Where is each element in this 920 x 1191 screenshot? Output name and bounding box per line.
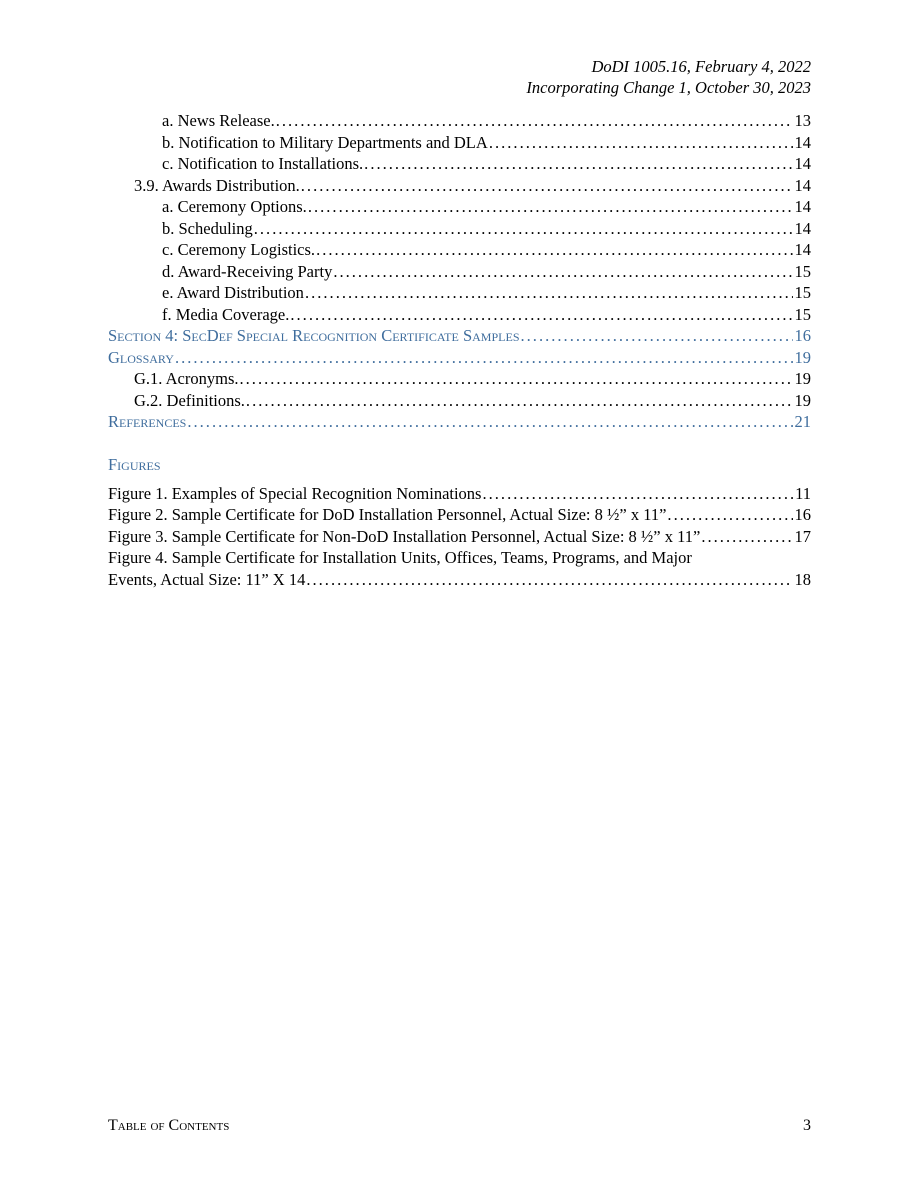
- toc-entry[interactable]: [108, 304, 811, 326]
- dot-leader: [701, 526, 792, 548]
- toc-entry[interactable]: [108, 110, 811, 132]
- figure-entry-label-line2: Events, Actual Size: 11” X 14: [108, 569, 306, 589]
- toc-entry[interactable]: [108, 153, 811, 175]
- toc-entry-page: 15: [794, 261, 811, 281]
- figure-entry-page: 16: [794, 505, 811, 524]
- figure-entry-label: Figure 1. Examples of Special Recognition Nominations: [108, 483, 482, 503]
- toc-entry-label: b. Notification to Military Departments and DLA: [162, 132, 488, 152]
- figure-entry[interactable]: [108, 483, 811, 505]
- dot-leader: [667, 504, 792, 526]
- toc-entry-label: G.2. Definitions.: [134, 390, 245, 410]
- dot-leader: [254, 218, 793, 240]
- toc-entry[interactable]: [108, 175, 811, 197]
- dot-leader: [521, 325, 793, 347]
- figure-entry-page: 18: [794, 569, 811, 589]
- toc-entry-page: 14: [794, 132, 811, 152]
- toc-entry-page: 15: [794, 304, 811, 324]
- figure-entry[interactable]: [108, 526, 811, 548]
- table-of-contents: [108, 110, 811, 590]
- toc-entry-label: References: [108, 412, 187, 431]
- toc-entry-label: 3.9. Awards Distribution.: [134, 175, 300, 195]
- toc-entry-label: G.1. Acronyms.: [134, 369, 239, 388]
- toc-entry-label: d. Award-Receiving Party: [162, 261, 333, 281]
- page-number: 3: [803, 1117, 811, 1134]
- footer-section-title: Table of Contents: [108, 1117, 230, 1134]
- header-change: Incorporating Change 1, October 30, 2023: [526, 78, 811, 97]
- toc-entry-page: 13: [794, 111, 811, 130]
- toc-entry-page: 16: [794, 326, 811, 345]
- dot-leader: [276, 110, 793, 132]
- dot-leader: [187, 411, 792, 433]
- toc-entry[interactable]: [108, 132, 811, 154]
- dot-leader: [316, 239, 792, 261]
- dot-leader: [175, 347, 793, 369]
- toc-entry[interactable]: [108, 368, 811, 390]
- toc-entry-page: 14: [794, 240, 811, 259]
- document-header: [526, 56, 811, 98]
- toc-entry-label: b. Scheduling: [162, 218, 253, 238]
- toc-entry[interactable]: [108, 239, 811, 261]
- dot-leader: [306, 569, 792, 591]
- toc-entry-label: Glossary: [108, 347, 174, 367]
- toc-entry-label: f. Media Coverage.: [162, 304, 290, 324]
- dot-leader: [246, 390, 793, 412]
- toc-entry[interactable]: [108, 282, 811, 304]
- toc-entry-page: 19: [794, 369, 811, 388]
- figure-entry-page: 17: [794, 526, 811, 546]
- header-doc-id: DoDI 1005.16, February 4, 2022: [591, 57, 811, 76]
- toc-entry[interactable]: [108, 261, 811, 283]
- toc-entry-page: 14: [794, 154, 811, 173]
- dot-leader: [305, 282, 793, 304]
- figure-entry[interactable]: [108, 504, 811, 526]
- toc-entry-label: e. Award Distribution: [162, 283, 304, 302]
- toc-entry-page: 19: [794, 347, 811, 367]
- dot-leader: [364, 153, 792, 175]
- dot-leader: [333, 261, 792, 283]
- toc-entry-page: 21: [794, 412, 811, 431]
- toc-entry-label: c. Ceremony Logistics.: [162, 240, 316, 259]
- dot-leader: [301, 175, 793, 197]
- toc-entry-page: 14: [794, 218, 811, 238]
- figure-entry-label-line1: Figure 4. Sample Certificate for Installation Units, Offices, Teams, Programs, and Major: [108, 548, 692, 567]
- toc-entry-page: 14: [794, 197, 811, 216]
- toc-entry-page: 14: [794, 175, 811, 195]
- toc-entry-label: Section 4: SecDef Special Recognition Certificate Samples: [108, 326, 520, 345]
- dot-leader: [489, 132, 793, 154]
- toc-section-link[interactable]: [108, 325, 811, 347]
- figure-entry-page: 11: [795, 483, 811, 503]
- toc-entry-label: a. News Release.: [162, 111, 275, 130]
- dot-leader: [308, 196, 793, 218]
- dot-leader: [482, 483, 793, 505]
- dot-leader: [240, 368, 793, 390]
- figure-entry-label: Figure 2. Sample Certificate for DoD Installation Personnel, Actual Size: 8 ½” x 11”: [108, 505, 667, 524]
- toc-section-link[interactable]: [108, 411, 811, 433]
- figures-heading: Figures: [108, 454, 161, 474]
- figure-entry[interactable]: [108, 547, 811, 590]
- toc-entry-label: a. Ceremony Options.: [162, 197, 307, 216]
- toc-entry-page: 19: [794, 390, 811, 410]
- figure-entry-label: Figure 3. Sample Certificate for Non-DoD Installation Personnel, Actual Size: 8 ½” x 11”: [108, 526, 701, 546]
- page-footer: [108, 1117, 811, 1135]
- toc-entry[interactable]: [108, 390, 811, 412]
- dot-leader: [290, 304, 792, 326]
- toc-entry-label: c. Notification to Installations.: [162, 154, 364, 173]
- toc-entry-page: 15: [794, 283, 811, 302]
- toc-entry[interactable]: [108, 218, 811, 240]
- toc-entry[interactable]: [108, 196, 811, 218]
- toc-section-link[interactable]: [108, 347, 811, 369]
